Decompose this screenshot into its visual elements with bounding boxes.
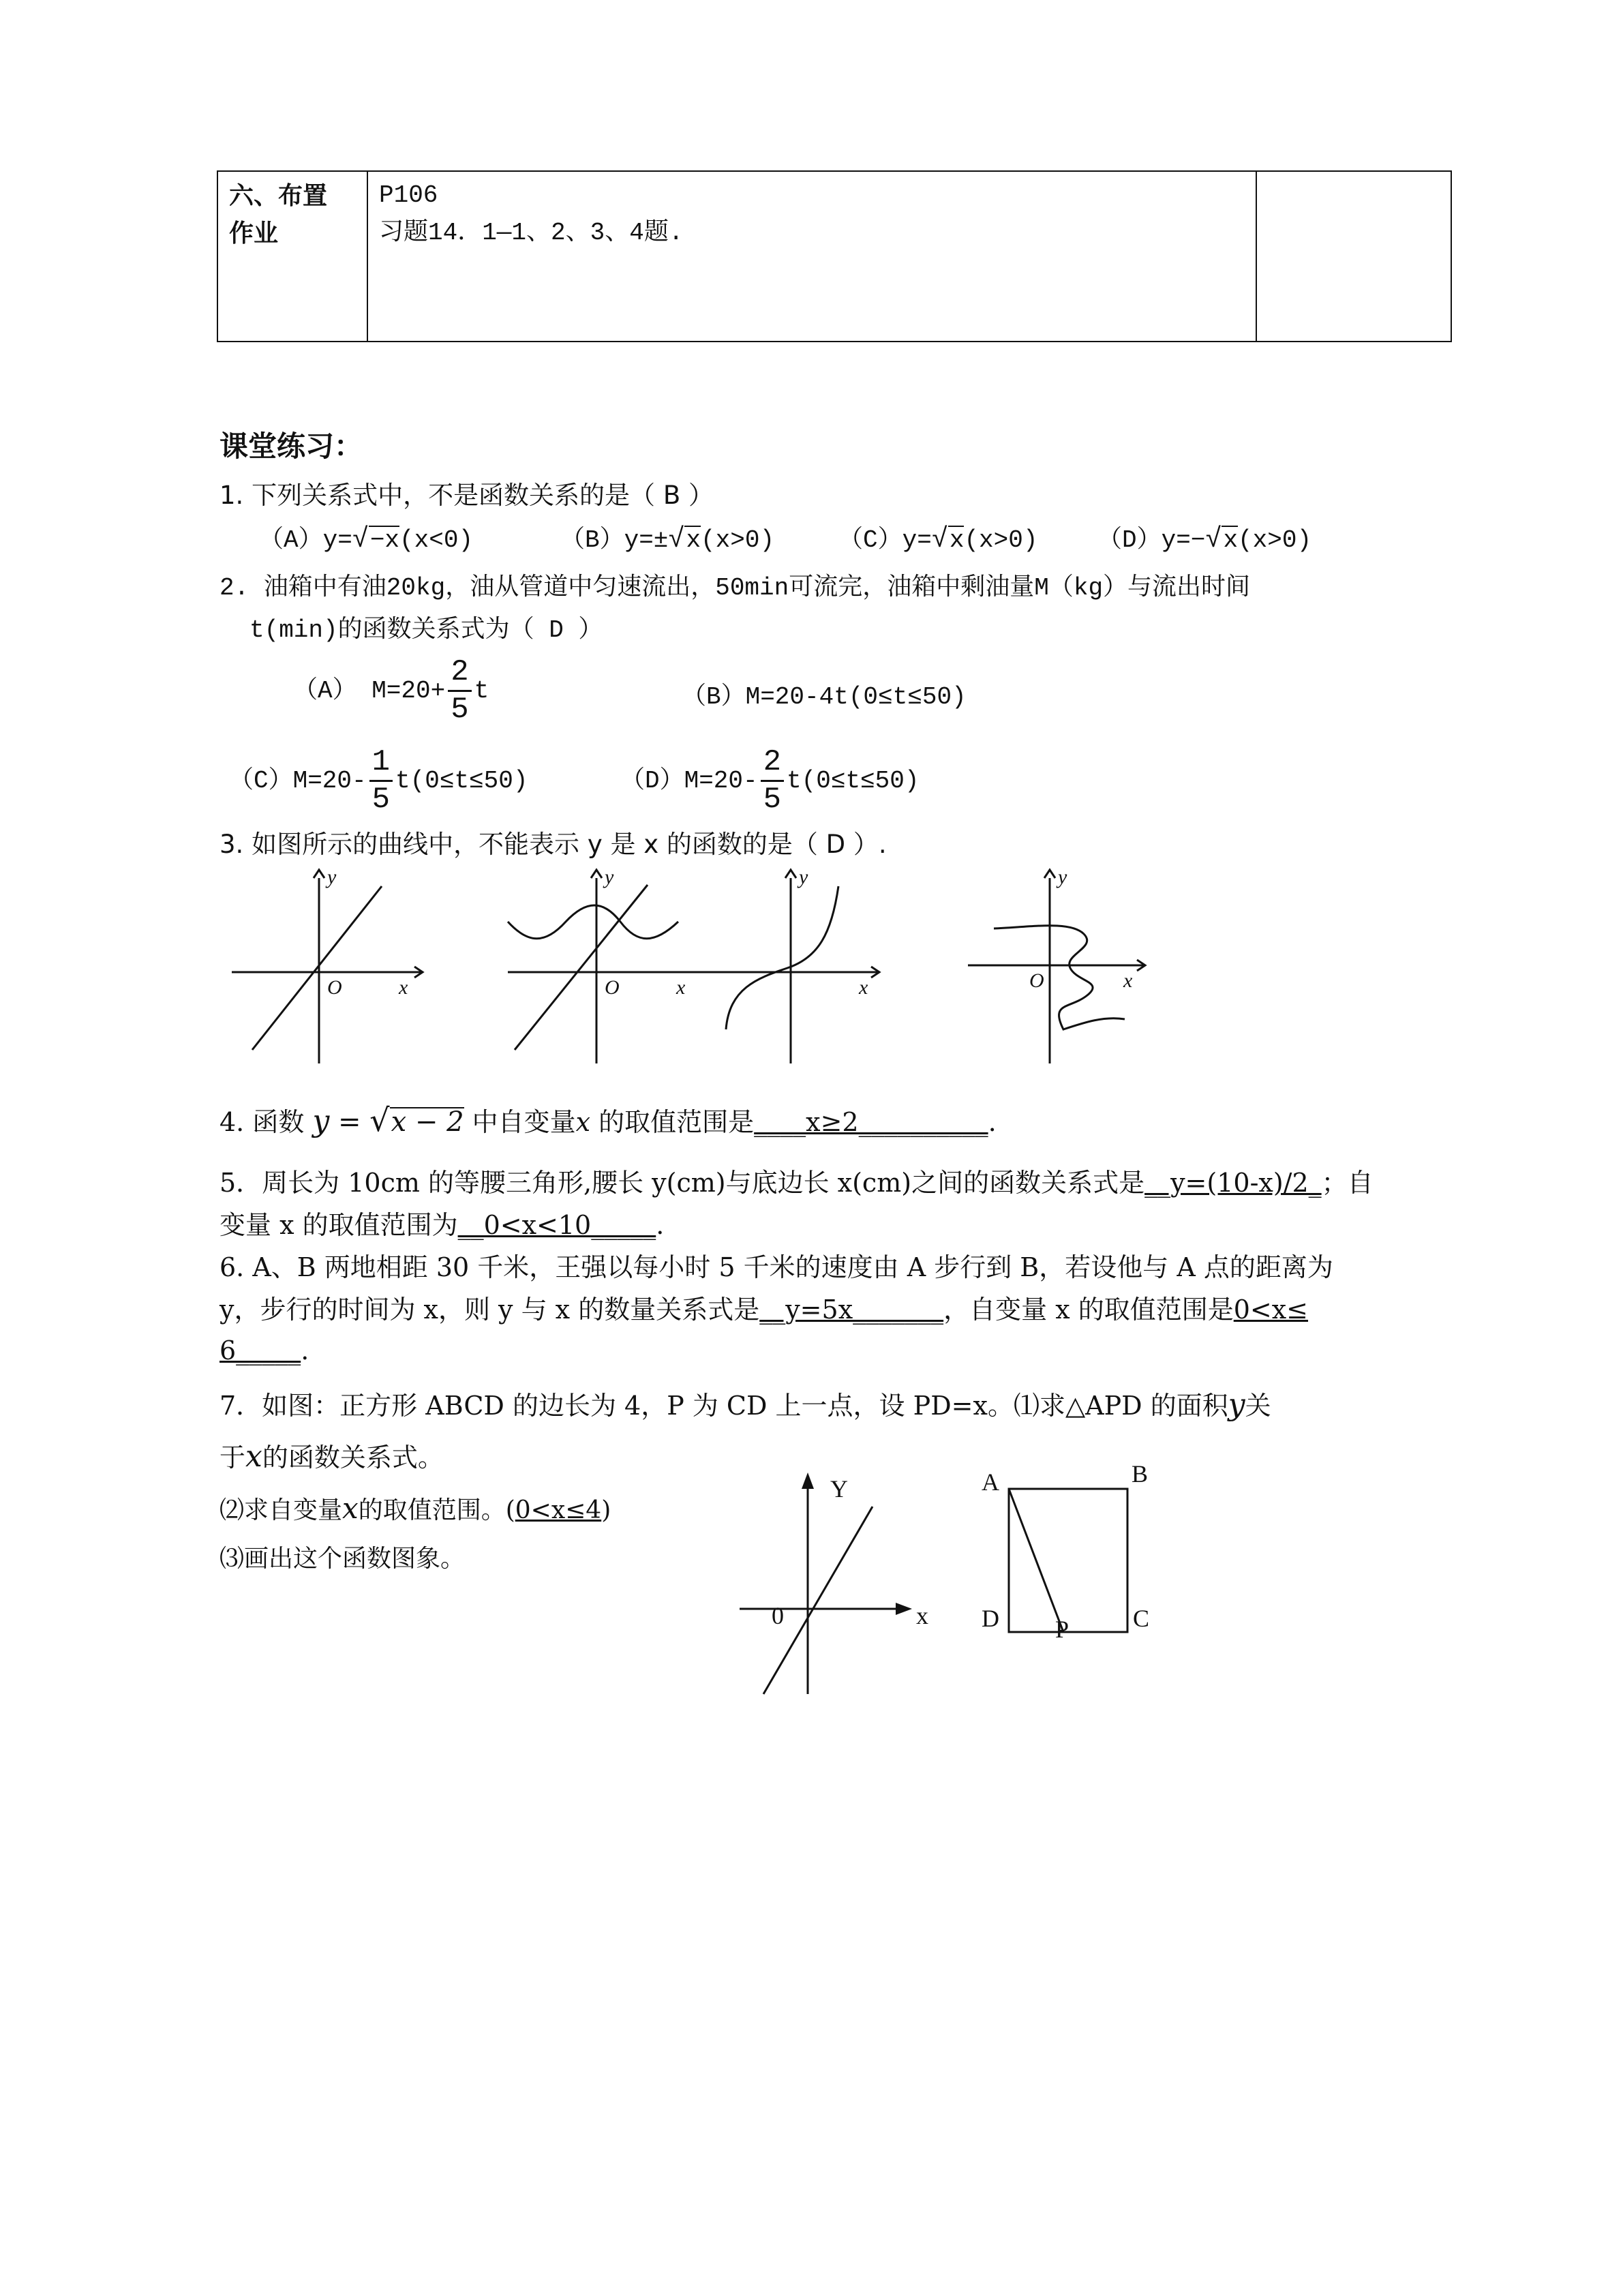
q4-answer: ____x≥2__________	[754, 1107, 988, 1137]
q2-line1: 2. 油箱中有油20kg，油从管道中匀速流出，50min可流完，油箱中剩油量M（kg）与流出时间	[219, 574, 1251, 602]
q3-c-y-label: y	[799, 866, 808, 888]
q3-graph-c	[702, 870, 879, 1063]
homework-label-line1: 六、布置	[229, 182, 328, 210]
q7-vertex-b: B	[1132, 1460, 1149, 1487]
q1-c-post: (x>0)	[964, 526, 1038, 554]
q1-d-post: (x>0)	[1238, 526, 1312, 554]
q4-formula-lhs: y	[312, 1104, 330, 1138]
q2-option-a	[293, 654, 489, 727]
q6-answer-range-part1: 0<x≤	[1233, 1295, 1309, 1325]
q7-line1	[219, 1389, 1271, 1421]
q5-line1-post: ；自	[1321, 1168, 1374, 1198]
q3-a-x-label: x	[399, 976, 408, 999]
section-title: 课堂练习：	[219, 429, 363, 463]
q4-formula-eq: =	[329, 1106, 370, 1138]
q2-c-fraction	[369, 744, 393, 817]
homework-label-cell	[217, 171, 367, 342]
q1-c-radicand: x	[949, 526, 965, 554]
q3-d-x-label: x	[1123, 969, 1133, 992]
q5-line2-post: .	[656, 1210, 665, 1240]
q6-line3-post: .	[301, 1335, 309, 1365]
q7-graph-x-label: x	[916, 1602, 928, 1629]
q2-option-d	[620, 744, 919, 817]
q1-a-pre: （A）y=	[259, 526, 352, 554]
q5-line1-pre: 5．周长为 10cm 的等腰三角形,腰长 y(cm)与底边长 x(cm)之间的函数关系式是	[219, 1168, 1145, 1198]
q5-line2-pre: 变量 x 的取值范围为	[219, 1210, 458, 1240]
q3-a-y-label: y	[327, 866, 337, 888]
q2-a-fraction	[448, 654, 471, 727]
q3-graph-a	[232, 870, 423, 1063]
q1-d-radicand: x	[1223, 526, 1239, 554]
q2-option-c	[229, 744, 528, 817]
q3-b-x-label: x	[676, 976, 686, 999]
q7-line2-pre: 于	[219, 1442, 246, 1472]
q7-line2	[219, 1441, 444, 1473]
q6-answer-range-part2: 6_____	[219, 1335, 301, 1365]
q4-end: .	[988, 1107, 997, 1137]
q5-answer-formula: __y=(10-x)/2_	[1144, 1168, 1322, 1198]
q2-a-denominator: 5	[451, 693, 469, 727]
q1-stem: 1. 下列关系式中，不是函数关系的是（ B ）	[219, 481, 714, 510]
q2-a-numerator: 2	[448, 654, 471, 692]
q3-graph-b	[508, 870, 702, 1063]
q7-line2-var: x	[245, 1439, 262, 1474]
q3-graphs	[225, 866, 1166, 1070]
homework-exercises: 习题14．1—1、2、3、4题.	[379, 219, 684, 247]
q2-d-pre: （D）M=20-	[620, 767, 758, 796]
q7-line3-pre: ⑵求自变量	[219, 1496, 343, 1524]
q1-b-post: (x>0)	[701, 526, 775, 554]
homework-notes-cell	[1256, 171, 1451, 342]
q2-d-post: t(0≤t≤50)	[787, 767, 920, 796]
q7-answer-range: 0<x≤4	[515, 1496, 602, 1524]
q2-line2: t(min)的函数关系式为（ D ）	[249, 616, 603, 644]
q7-vertex-d: D	[982, 1605, 999, 1632]
q7-line3-mid: 的取值范围。(	[358, 1496, 515, 1524]
q7-square-figure	[975, 1459, 1166, 1643]
q5-line2	[219, 1209, 664, 1241]
q7-line1-var: y	[1228, 1387, 1245, 1422]
q7-line4: ⑶画出这个函数图象。	[219, 1545, 466, 1573]
q4-formula-radicand: x − 2	[391, 1106, 464, 1138]
q2-d-denominator: 5	[763, 783, 782, 817]
q1-b-radicand: x	[686, 526, 701, 554]
q7-line3	[219, 1493, 611, 1526]
q6-line2-pre: y，步行的时间为 x，则 y 与 x 的数量关系式是	[219, 1295, 760, 1325]
q2-c-numerator: 1	[369, 744, 393, 782]
q1-a-post: (x<0)	[399, 526, 474, 554]
q7-graph-origin: 0	[772, 1602, 784, 1629]
q2-d-fraction	[761, 744, 784, 817]
q2-a-pre: （A） M=20+	[293, 677, 446, 706]
q6-line1: 6. A、B 两地相距 30 千米，王强以每小时 5 千米的速度由 A 步行到 B，若设他与 A 点的距离为	[219, 1252, 1333, 1282]
q7-vertex-a: A	[982, 1468, 999, 1496]
q2-c-post: t(0≤t≤50)	[395, 767, 528, 796]
homework-label-line2: 作业	[229, 220, 279, 247]
q5-line1	[219, 1167, 1374, 1198]
homework-content-cell	[367, 171, 1256, 342]
q1-option-b: （B）y=±√x(x>0)	[560, 525, 775, 556]
q3-b-origin: O	[605, 976, 620, 999]
q4-pre: 4. 函数	[219, 1107, 305, 1137]
q2-option-b: （B）M=20-4t(0≤t≤50)	[682, 683, 967, 711]
q4-mid: 中自变量	[464, 1107, 576, 1137]
q7-line3-post: )	[601, 1496, 611, 1524]
q7-graph-y-label: Y	[830, 1475, 848, 1502]
q1-option-c: （C）y=√x(x>0)	[838, 525, 1038, 556]
q7-vertex-c: C	[1133, 1605, 1150, 1632]
q1-d-pre: （D）y=−	[1097, 526, 1206, 554]
q4-line: 4. 函数 y = √x − 2 中自变量x 的取值范围是____x≥2__________.	[219, 1102, 997, 1138]
q1-option-a: （A）y=√−x(x<0)	[259, 525, 474, 556]
q7-line1-pre: 7．如图：正方形 ABCD 的边长为 4，P 为 CD 上一点，设 PD=x。⑴求△APD 的面积	[219, 1391, 1228, 1421]
q4-var: x	[575, 1107, 591, 1137]
q3-c-x-label: x	[859, 976, 868, 999]
q7-line2-post: 的函数关系式。	[262, 1442, 444, 1472]
q6-line3	[219, 1335, 309, 1366]
q6-answer-formula: __y=5x_______	[759, 1295, 944, 1325]
q1-c-pre: （C）y=	[838, 526, 932, 554]
q1-option-d: （D）y=−√x(x>0)	[1097, 525, 1312, 556]
q5-answer-range: __0<x<10_____	[457, 1210, 656, 1240]
q7-line3-var: x	[342, 1492, 359, 1525]
q3-d-origin: O	[1029, 969, 1044, 992]
homework-table	[217, 170, 1452, 342]
q2-c-pre: （C）M=20-	[229, 767, 367, 796]
q7-point-p: P	[1055, 1616, 1070, 1643]
q4-post: 的取值范围是	[590, 1107, 755, 1137]
q3-stem: 3. 如图所示的曲线中，不能表示 y 是 x 的函数的是（ D ）.	[219, 830, 887, 859]
q6-line2	[219, 1294, 1308, 1325]
q7-function-graph	[729, 1466, 954, 1704]
q7-line1-post: 关	[1245, 1391, 1271, 1421]
q2-d-numerator: 2	[761, 744, 784, 782]
q6-line2-mid: ，自变量 x 的取值范围是	[943, 1295, 1234, 1325]
q2-c-denominator: 5	[371, 783, 391, 817]
q1-b-pre: （B）y=±	[560, 526, 669, 554]
q3-a-origin: O	[327, 976, 342, 999]
q3-graph-d	[968, 870, 1145, 1063]
homework-page-ref: P106	[379, 181, 438, 209]
q2-a-post: t	[474, 677, 489, 706]
q3-d-y-label: y	[1058, 866, 1067, 888]
q1-a-radicand: −x	[369, 526, 400, 554]
q3-b-y-label: y	[605, 866, 614, 888]
